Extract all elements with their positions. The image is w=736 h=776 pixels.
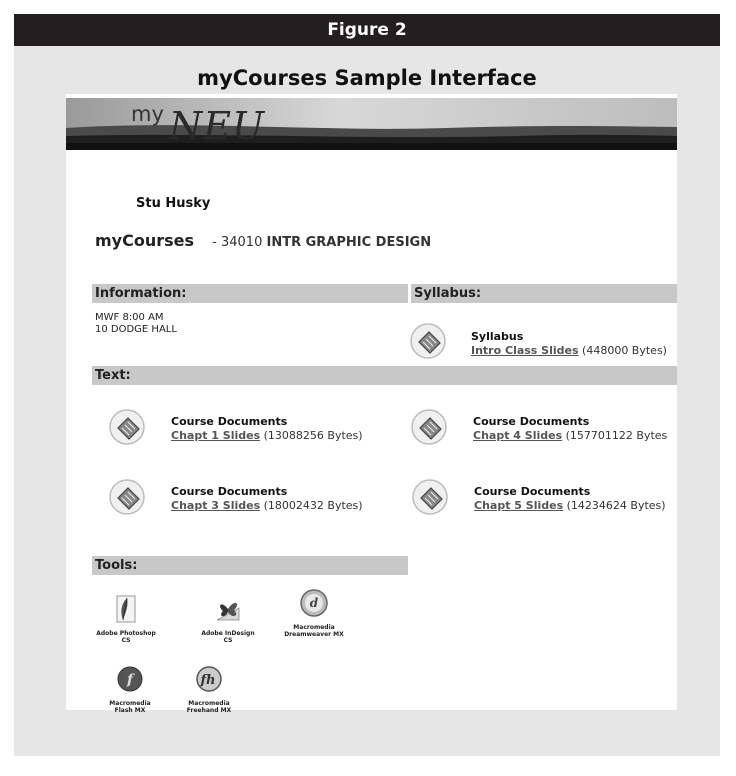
tool-macromedia-freehand[interactable] — [171, 664, 247, 714]
document-line — [473, 429, 667, 442]
tool-macromedia-dreamweaver[interactable] — [276, 588, 352, 638]
mycourses-brand: myCourses — [95, 231, 195, 250]
section-header-syllabus: Syllabus: — [411, 284, 677, 303]
tool-macromedia-flash[interactable] — [92, 664, 168, 714]
tool-label: Macromedia Freehand MX — [186, 700, 232, 714]
file-size: (18002432 Bytes) — [263, 499, 363, 512]
document-title: Course Documents — [473, 415, 590, 428]
course-heading — [95, 231, 431, 250]
logo-my-text: my — [131, 102, 164, 126]
logo-neu-text: NEU — [169, 104, 266, 148]
document-line — [171, 429, 363, 442]
file-size: (13088256 Bytes) — [263, 429, 363, 442]
section-header-tools: Tools: — [92, 556, 408, 575]
chapt-5-slides-link[interactable]: Chapt 5 Slides — [474, 499, 564, 512]
chapt-3-slides-link[interactable]: Chapt 3 Slides — [171, 499, 261, 512]
neu-banner — [66, 98, 677, 150]
freehand-icon — [194, 664, 224, 694]
svg-text:d: d — [309, 596, 319, 610]
mycourses-screen — [66, 94, 677, 714]
class-time: MWF 8:00 AM — [95, 312, 164, 323]
document-icon — [410, 408, 448, 446]
flash-icon — [115, 664, 145, 694]
tool-adobe-photoshop[interactable] — [88, 594, 164, 644]
chapt-4-slides-link[interactable]: Chapt 4 Slides — [473, 429, 563, 442]
course-name: INTR GRAPHIC DESIGN — [266, 235, 432, 250]
indesign-butterfly-icon — [213, 594, 243, 624]
document-icon — [411, 478, 449, 516]
figure-title: myCourses Sample Interface — [197, 66, 537, 90]
file-size: (157701122 Bytes — [565, 429, 668, 442]
user-name: Stu Husky — [136, 196, 211, 211]
tool-label: Macromedia Dreamweaver MX — [284, 624, 344, 638]
document-line — [474, 499, 666, 512]
document-icon — [108, 478, 146, 516]
course-number: - 34010 — [212, 235, 263, 250]
syllabus-item-title: Syllabus — [471, 330, 524, 343]
intro-class-slides-link[interactable]: Intro Class Slides — [471, 344, 579, 357]
document-title: Course Documents — [171, 415, 288, 428]
tool-label: Adobe InDesign CS — [201, 630, 255, 644]
document-line — [171, 499, 363, 512]
tool-label: Macromedia Flash MX — [109, 700, 151, 714]
tool-adobe-indesign[interactable] — [190, 594, 266, 644]
section-header-text: Text: — [92, 366, 677, 385]
document-title: Course Documents — [171, 485, 288, 498]
figure-frame — [14, 14, 720, 756]
document-icon — [409, 322, 447, 360]
photoshop-feather-icon — [111, 594, 141, 624]
chapt-1-slides-link[interactable]: Chapt 1 Slides — [171, 429, 261, 442]
svg-text:fh: fh — [200, 673, 216, 688]
file-size: (448000 Bytes) — [582, 344, 667, 357]
class-schedule — [95, 312, 177, 336]
section-header-information: Information: — [92, 284, 408, 303]
document-title: Course Documents — [474, 485, 591, 498]
file-size: (14234624 Bytes) — [566, 499, 666, 512]
class-location: 10 DODGE HALL — [95, 324, 177, 335]
syllabus-item-line — [471, 344, 667, 357]
svg-text:f: f — [126, 672, 134, 688]
dreamweaver-icon — [299, 588, 329, 618]
tool-label: Adobe Photoshop CS — [96, 630, 156, 644]
document-icon — [108, 408, 146, 446]
figure-label: Figure 2 — [14, 14, 720, 46]
